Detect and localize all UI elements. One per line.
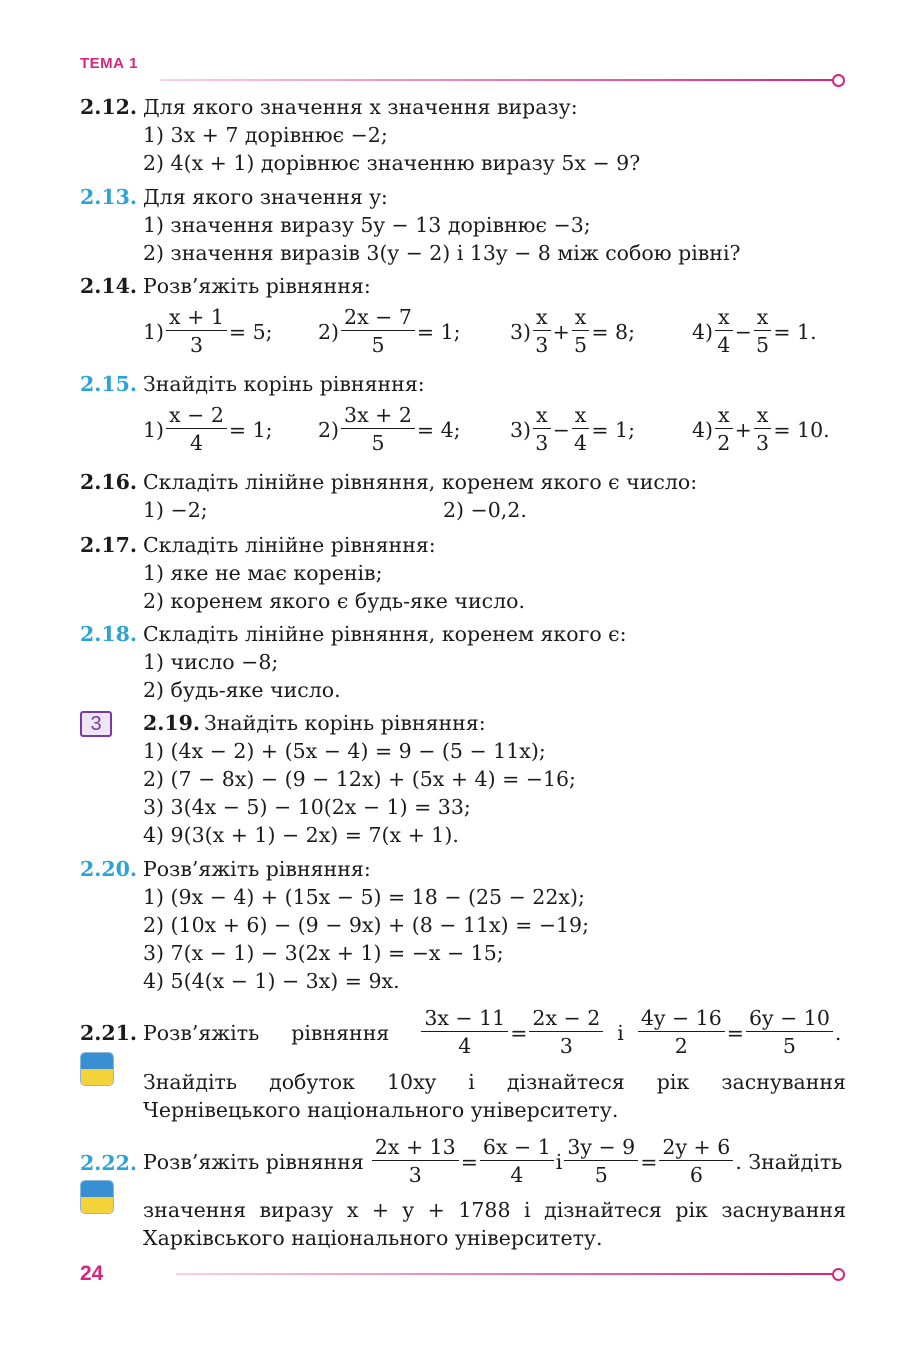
problem-item: 2) (7 − 8x) − (9 − 12x) + (5x + 4) = −16; xyxy=(143,767,576,791)
problem-item: 4) 5(4(x − 1) − 3x) = 9x. xyxy=(143,969,400,993)
footer-rule-end-icon xyxy=(832,1268,845,1281)
fraction: x 3 xyxy=(533,304,551,359)
level-3-badge-icon: 3 xyxy=(80,711,112,737)
problem-item: 1) (9x − 4) + (15x − 5) = 18 − (25 − 22x); xyxy=(143,885,585,909)
fraction: x 2 xyxy=(715,402,733,457)
fraction: x 4 xyxy=(715,304,733,359)
problem-number: 2.20. xyxy=(80,857,138,881)
problem-text: Знайдіть корінь рівняння: xyxy=(143,372,425,396)
header-rule xyxy=(160,79,832,81)
problem-item: 2) (10x + 6) − (9 − 9x) + (8 − 11x) = −19; xyxy=(143,913,589,937)
fraction: $\frac{x}{5}$ xyxy=(572,304,590,359)
problem-item: 2) значення виразів 3(y − 2) і 13y − 8 між собою рівні? xyxy=(143,241,741,265)
problem-number: 2.22. xyxy=(80,1151,138,1175)
problem-number: 2.12. xyxy=(80,95,138,119)
equation: 2) $\frac{3x + 2}{5}$ = 4; xyxy=(318,403,461,455)
page-number: 24 xyxy=(80,1262,104,1285)
problem-text: Складіть лінійне рівняння, коренем якого є число: xyxy=(143,470,698,494)
problem-number: 2.19. xyxy=(143,711,201,735)
ukraine-flag-icon xyxy=(80,1052,114,1086)
fraction: $\frac{x}{5}$ xyxy=(754,304,772,359)
problem-item: 4) 9(3(x + 1) − 2x) = 7(x + 1). xyxy=(143,823,459,847)
fraction: $\frac{3x + 2}{5}$ xyxy=(341,402,415,457)
equation: 1) $\frac{x + 1}{3}$ = 5; xyxy=(143,305,273,357)
fraction: $\frac{6y - 10}{5}$ xyxy=(746,1005,833,1060)
problem-item: 2) 4(x + 1) дорівнює значенню виразу 5x − 9? xyxy=(143,151,641,175)
problem-number: 2.17. xyxy=(80,533,138,557)
problem-text: значення виразу x + y + 1788 і дізнайтеся рік заснування Харківського національного університету. xyxy=(143,1198,846,1250)
problem-text: Розв’яжіть рівняння $\frac{3x - 11}{4}$ = $\frac{2x - 2}{3}$ і $\frac{4y - 16}{2}$ = $\frac{6y - 10}{5}$ . xyxy=(143,1006,842,1058)
problem-item: 1) −2; xyxy=(143,498,208,522)
problem-text: Розв’яжіть рівняння $\frac{2x + 13}{3}$ = $\frac{6x - 1}{4}$ і $\frac{3y - 9}{5}$ = $\frac{2y + 6}{6}$ . Знайдіть xyxy=(143,1135,843,1187)
problem-number: 2.15. xyxy=(80,372,138,396)
header-rule-end-icon xyxy=(832,74,845,87)
problem-item: 2) −0,2. xyxy=(443,498,527,522)
equation: 3) x 3 − $\frac{x}{4}$ = 1; xyxy=(510,403,636,455)
problem-text: Для якого значення x значення виразу: xyxy=(143,95,578,119)
problem-number: 2.18. xyxy=(80,622,138,646)
topic-label: ТЕМА 1 xyxy=(80,55,139,72)
problem-item: 2) будь-яке число. xyxy=(143,678,341,702)
fraction: $\frac{2y + 6}{6}$ xyxy=(659,1134,733,1189)
fraction: $\frac{x + 1}{3}$ xyxy=(166,304,227,359)
problem-text: Для якого значення y: xyxy=(143,185,388,209)
problem-item: 1) (4x − 2) + (5x − 4) = 9 − (5 − 11x); xyxy=(143,739,546,763)
problem-item: 2) коренем якого є будь-яке число. xyxy=(143,589,525,613)
fraction: $\frac{x - 2}{4}$ xyxy=(166,402,227,457)
fraction: $\frac{2x - 7}{5}$ xyxy=(341,304,415,359)
problem-item: 1) число −8; xyxy=(143,650,279,674)
fraction: x 3 xyxy=(533,402,551,457)
equation: 4) x 4 − $\frac{x}{5}$ = 1. xyxy=(692,305,817,357)
problem-item: 1) значення виразу 5y − 13 дорівнює −3; xyxy=(143,213,591,237)
problem-number: 2.13. xyxy=(80,185,138,209)
problem-item: 1) яке не має коренів; xyxy=(143,561,383,585)
footer-rule xyxy=(176,1273,832,1275)
problem-number: 2.16. xyxy=(80,470,138,494)
problem-number: 2.21. xyxy=(80,1021,138,1045)
fraction: $\frac{6x - 1}{4}$ xyxy=(480,1134,554,1189)
problem-text: Знайдіть корінь рівняння: xyxy=(204,711,486,735)
ukraine-flag-icon xyxy=(80,1180,114,1214)
equation: 1) $\frac{x - 2}{4}$ = 1; xyxy=(143,403,273,455)
fraction: $\frac{x}{4}$ xyxy=(572,402,590,457)
fraction: $\frac{3x - 11}{4}$ xyxy=(421,1005,508,1060)
fraction: $\frac{2x - 2}{3}$ xyxy=(529,1005,603,1060)
problem-text: Розв’яжіть рівняння: xyxy=(143,274,371,298)
problem-text: Розв’яжіть рівняння: xyxy=(143,857,371,881)
problem-number: 2.14. xyxy=(80,274,138,298)
fraction: $\frac{x}{3}$ xyxy=(754,402,772,457)
fraction: $\frac{2x + 13}{3}$ xyxy=(372,1134,459,1189)
problem-text: Знайдіть добуток 10xy і дізнайтеся рік заснування Чернівецького національного університету. xyxy=(143,1070,846,1122)
equation: 4) x 2 + $\frac{x}{3}$ = 10. xyxy=(692,403,830,455)
problem-text: Складіть лінійне рівняння: xyxy=(143,533,436,557)
equation: 3) x 3 + $\frac{x}{5}$ = 8; xyxy=(510,305,636,357)
problem-item: 1) 3x + 7 дорівнює −2; xyxy=(143,123,388,147)
problem-item: 3) 7(x − 1) − 3(2x + 1) = −x − 15; xyxy=(143,941,504,965)
equation: 2) $\frac{2x - 7}{5}$ = 1; xyxy=(318,305,461,357)
fraction: $\frac{3y - 9}{5}$ xyxy=(564,1134,638,1189)
fraction: $\frac{4y - 16}{2}$ xyxy=(638,1005,725,1060)
problem-item: 3) 3(4x − 5) − 10(2x − 1) = 33; xyxy=(143,795,471,819)
problem-text: Складіть лінійне рівняння, коренем якого є: xyxy=(143,622,627,646)
